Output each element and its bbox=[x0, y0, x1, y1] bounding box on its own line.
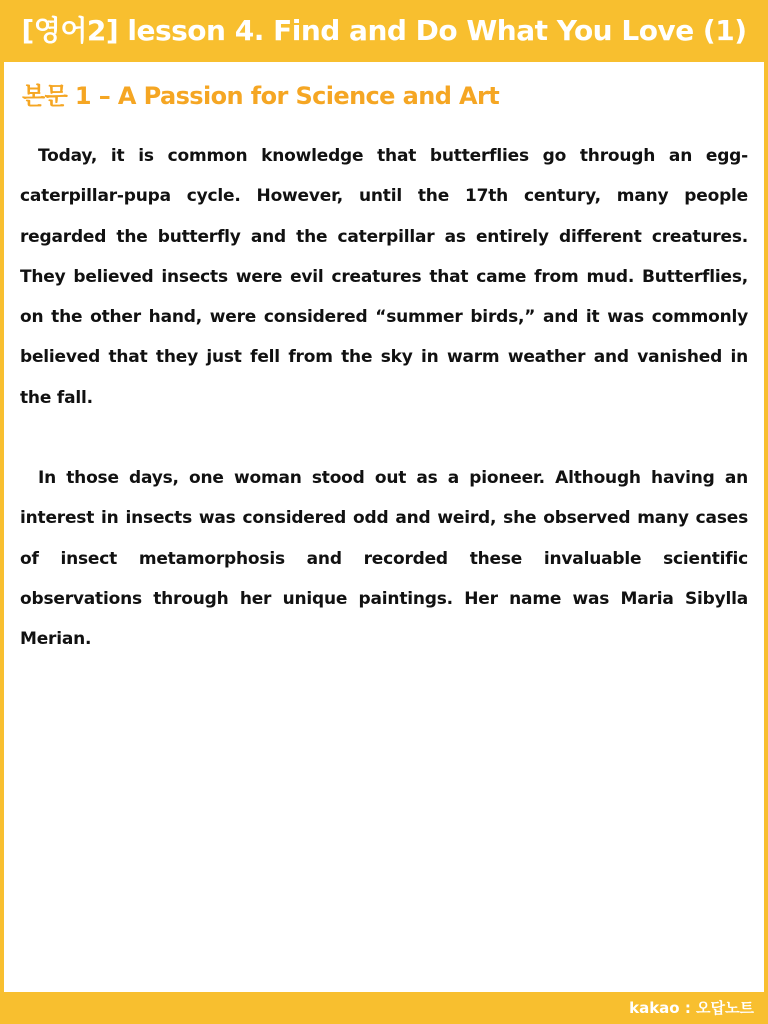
page-footer bbox=[0, 992, 768, 1024]
paragraph-1: Today, it is common knowledge that butterflies go through an egg-caterpillar-pupa cycle. However, until the 17th century, many people regarded the butterfly and the caterpillar as entirely different creatures. They believed insects were evil creatures that came from mud. Butterflies, on the other hand, were considered “summer birds,” and it was commonly believed that they just fell from the sky in warm weather and vanished in the fall. bbox=[20, 146, 748, 408]
section-title: 본문 1 – A Passion for Science and Art bbox=[22, 82, 500, 110]
footer-brand-logo: kakao : 오답노트 bbox=[629, 999, 754, 1017]
content-sheet bbox=[4, 62, 764, 992]
paragraph-2: In those days, one woman stood out as a pioneer. Although having an interest in insects was considered odd and weird, she observed many cases of insect metamorphosis and recorded these invaluable scientific observations through her unique paintings. Her name was Maria Sibylla Merian. bbox=[20, 468, 748, 650]
header-title: [영어2] lesson 4. Find and Do What You Love (1) bbox=[21, 14, 747, 47]
page-header bbox=[0, 0, 768, 62]
